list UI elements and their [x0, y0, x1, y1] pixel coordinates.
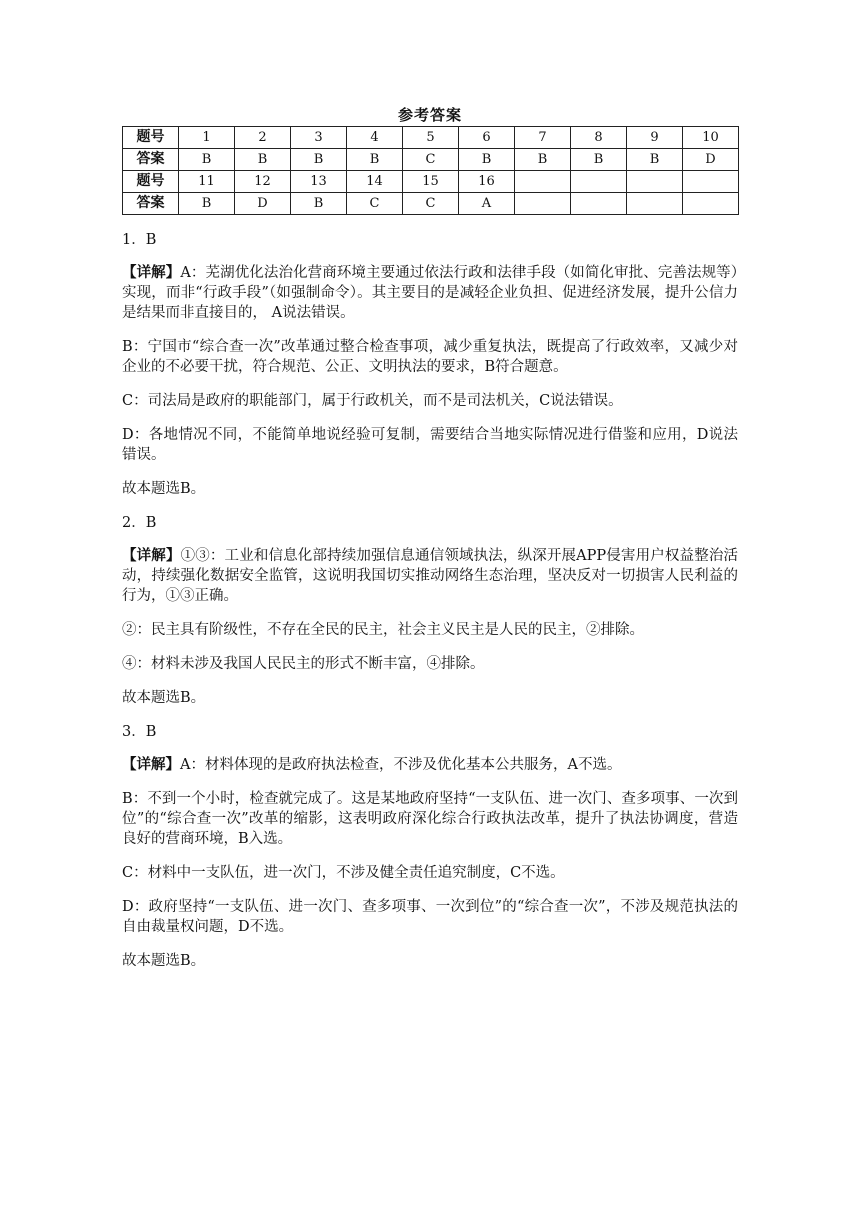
row-header: 答案: [123, 193, 179, 215]
explanation-paragraph: [122, 391, 738, 411]
table-cell: 9: [627, 127, 683, 149]
table-cell: D: [235, 193, 291, 215]
table-cell: 5: [403, 127, 459, 149]
question-number: 2．B: [122, 515, 157, 531]
detail-tag: 【详解】: [122, 547, 181, 564]
table-cell: [627, 171, 683, 193]
row-header: 题号: [123, 171, 179, 193]
paragraph-text: B：不到一个小时，检查就完成了。这是某地政府坚持“一支队伍、进一次门、查多项事、一次到位”的“综合查一次”改革的缩影，这表明政府深化综合行政执法改革，提升了执法协调度，营造良好的营商环境，B入选。: [122, 791, 738, 847]
explanation-paragraph: [122, 951, 738, 971]
table-row: [123, 149, 739, 171]
page-title: 参考答案: [397, 106, 462, 124]
explanation-paragraph: [122, 479, 738, 499]
table-row: [123, 127, 739, 149]
table-cell: 11: [179, 171, 235, 193]
paragraph-text: 故本题选B。: [122, 690, 206, 706]
table-cell: 3: [291, 127, 347, 149]
explanation-paragraph: [122, 263, 738, 323]
table-cell: 7: [515, 127, 571, 149]
table-cell: 10: [683, 127, 739, 149]
paragraph-text: C：司法局是政府的职能部门，属于行政机关，而不是司法机关，C说法错误。: [122, 393, 623, 409]
paragraph-text: A：芜湖优化法治化营商环境主要通过依法行政和法律手段（如简化审批、完善法规等）实现，而非“行政手段”（如强制命令）。其主要目的是减轻企业负担、促进经济发展，提升公信力是结果而非直接目的， A说法错误。: [122, 265, 739, 321]
table-cell: 13: [291, 171, 347, 193]
table-cell: B: [459, 149, 515, 171]
explanation-paragraph: [122, 755, 738, 775]
table-cell: [515, 193, 571, 215]
paragraph-text: 故本题选B。: [122, 481, 206, 497]
table-cell: 8: [571, 127, 627, 149]
table-cell: B: [291, 149, 347, 171]
paragraph-text: ②：民主具有阶级性，不存在全民的民主，社会主义民主是人民的民主，②排除。: [122, 622, 644, 638]
table-cell: B: [347, 149, 403, 171]
explanation-paragraph: [122, 337, 738, 377]
table-cell: B: [627, 149, 683, 171]
explanation-paragraph: [122, 897, 738, 937]
row-header: 题号: [123, 127, 179, 149]
table-cell: 16: [459, 171, 515, 193]
table-cell: [683, 193, 739, 215]
table-row: [123, 193, 739, 215]
table-cell: B: [515, 149, 571, 171]
table-cell: B: [179, 193, 235, 215]
table-row: [123, 171, 739, 193]
table-cell: 14: [347, 171, 403, 193]
table-cell: [571, 193, 627, 215]
paragraph-text: B：宁国市“综合查一次”改革通过整合检查事项，减少重复执法，既提高了行政效率，又减少对企业的不必要干扰，符合规范、公正、文明执法的要求，B符合题意。: [122, 339, 738, 375]
table-cell: B: [179, 149, 235, 171]
detail-tag: 【详解】: [122, 264, 181, 281]
table-cell: 12: [235, 171, 291, 193]
answer-table: [122, 126, 739, 215]
explanation-paragraph: [122, 620, 738, 640]
table-cell: A: [459, 193, 515, 215]
table-cell: C: [403, 149, 459, 171]
row-header: 答案: [123, 149, 179, 171]
table-cell: 4: [347, 127, 403, 149]
explanation-paragraph: [122, 789, 738, 849]
explanation-paragraph: [122, 654, 738, 674]
paragraph-text: ①③：工业和信息化部持续加强信息通信领域执法，纵深开展APP侵害用户权益整治活动，持续强化数据安全监管，这说明我国切实推动网络生态治理，坚决反对一切损害人民利益的行为，①③正确。: [122, 548, 739, 604]
paragraph-text: D：政府坚持“一支队伍、进一次门、查多项事、一次到位”的“综合查一次”，不涉及规范执法的自由裁量权问题，D不选。: [122, 899, 738, 935]
table-cell: B: [235, 149, 291, 171]
explanations: [122, 230, 738, 985]
paragraph-text: ④：材料未涉及我国人民民主的形式不断丰富，④排除。: [122, 656, 485, 672]
explanation-paragraph: [122, 425, 738, 465]
table-cell: D: [683, 149, 739, 171]
explanation-paragraph: [122, 546, 738, 606]
paragraph-text: A：材料体现的是政府执法检查，不涉及优化基本公共服务，A不选。: [180, 757, 622, 773]
question-number: 3．B: [122, 724, 157, 740]
explanation-paragraph: [122, 688, 738, 708]
paragraph-text: 故本题选B。: [122, 953, 206, 969]
table-cell: [515, 171, 571, 193]
table-cell: B: [571, 149, 627, 171]
detail-tag: 【详解】: [122, 756, 180, 773]
question-number: 1．B: [122, 232, 157, 248]
paragraph-text: C：材料中一支队伍，进一次门，不涉及健全责任追究制度，C不选。: [122, 865, 565, 881]
table-cell: 1: [179, 127, 235, 149]
table-cell: 2: [235, 127, 291, 149]
table-cell: [571, 171, 627, 193]
explanation-paragraph: [122, 863, 738, 883]
table-cell: [627, 193, 683, 215]
paragraph-text: D：各地情况不同，不能简单地说经验可复制，需要结合当地实际情况进行借鉴和应用，D说法错误。: [122, 427, 738, 463]
table-cell: [683, 171, 739, 193]
table-cell: 6: [459, 127, 515, 149]
table-cell: 15: [403, 171, 459, 193]
table-cell: C: [347, 193, 403, 215]
table-cell: B: [291, 193, 347, 215]
table-cell: C: [403, 193, 459, 215]
